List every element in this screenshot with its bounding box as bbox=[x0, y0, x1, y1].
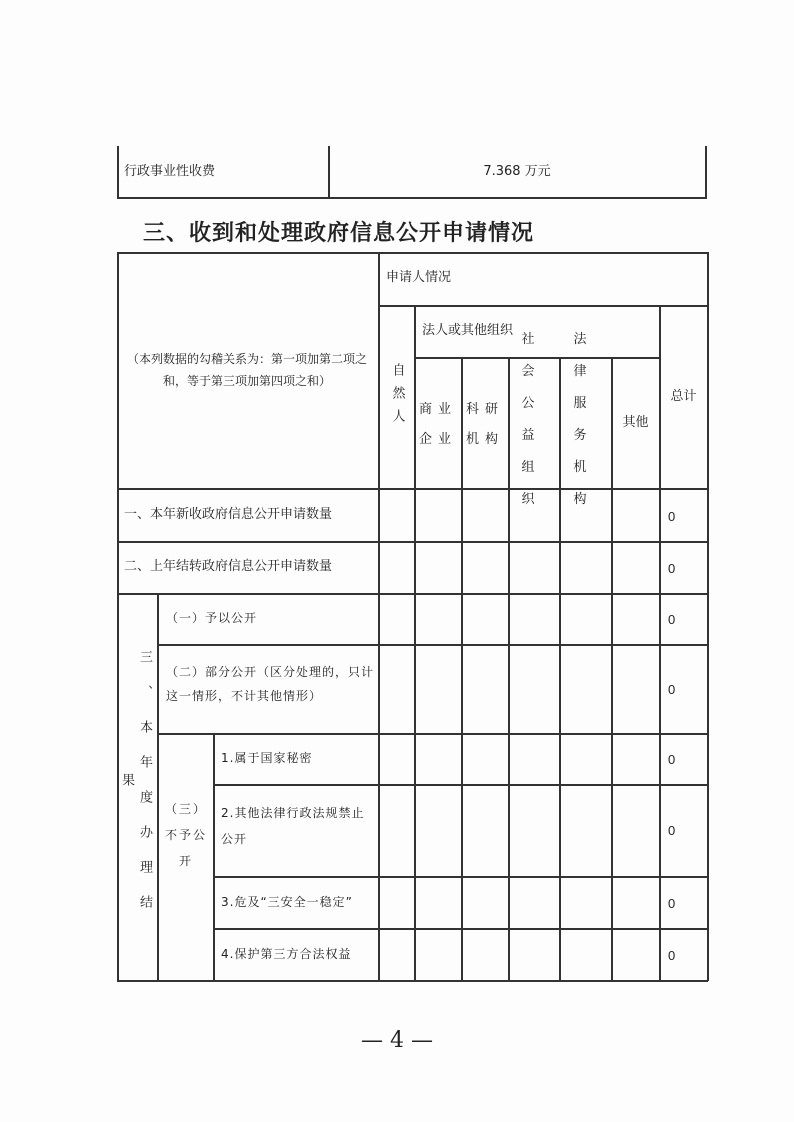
new-requests-total: 0 bbox=[668, 509, 676, 524]
other-header: 其他 bbox=[622, 415, 649, 430]
applicant-situation-header: 申请人情况 bbox=[386, 270, 452, 285]
prohibited-total: 0 bbox=[668, 823, 676, 838]
legal-service-header: 法律服务机构 bbox=[573, 332, 599, 507]
partial-label: （二）部分公开（区分处理的，只计这一情形，不计其他情形） bbox=[166, 665, 375, 703]
carried-over-total: 0 bbox=[668, 561, 676, 576]
social-welfare-header: 社会公益组织 bbox=[521, 332, 547, 507]
total-header: 总计 bbox=[670, 389, 697, 404]
partial-total: 0 bbox=[668, 682, 676, 697]
disclosed-label: （一）予以公开 bbox=[166, 611, 258, 625]
commercial-header: 商业企业 bbox=[418, 402, 457, 447]
not-disclosed-label: （三）不予公开 bbox=[164, 802, 207, 868]
third-party-total: 0 bbox=[668, 948, 676, 963]
fee-value: 7.368 万元 bbox=[483, 164, 551, 179]
page-number: — 4 — bbox=[361, 1027, 433, 1053]
consistency-note: （本列数据的勾稽关系为：第一项加第二项之和，等于第三项加第四项之和） bbox=[126, 352, 367, 388]
fee-label: 行政事业性收费 bbox=[124, 164, 216, 179]
handling-results-label: 三、本年度办理结果 bbox=[119, 650, 152, 930]
prohibited-label: 2.其他法律行政法规禁止公开 bbox=[221, 806, 365, 846]
third-party-label: 4.保护第三方合法权益 bbox=[221, 947, 352, 961]
natural-person-header: 自然人 bbox=[389, 362, 405, 432]
state-secret-label: 1.属于国家秘密 bbox=[221, 751, 313, 765]
state-secret-total: 0 bbox=[668, 752, 676, 767]
legal-org-header: 法人或其他组织 bbox=[422, 323, 514, 338]
research-header: 科研机构 bbox=[465, 402, 504, 447]
endanger-total: 0 bbox=[668, 896, 676, 911]
disclosed-total: 0 bbox=[668, 612, 676, 627]
new-requests-label: 一、本年新收政府信息公开申请数量 bbox=[124, 507, 333, 522]
section-title: 三、收到和处理政府信息公开申请情况 bbox=[143, 221, 535, 246]
carried-over-label: 二、上年结转政府信息公开申请数量 bbox=[124, 559, 333, 574]
endanger-label: 3.危及“三安全一稳定” bbox=[221, 895, 353, 909]
